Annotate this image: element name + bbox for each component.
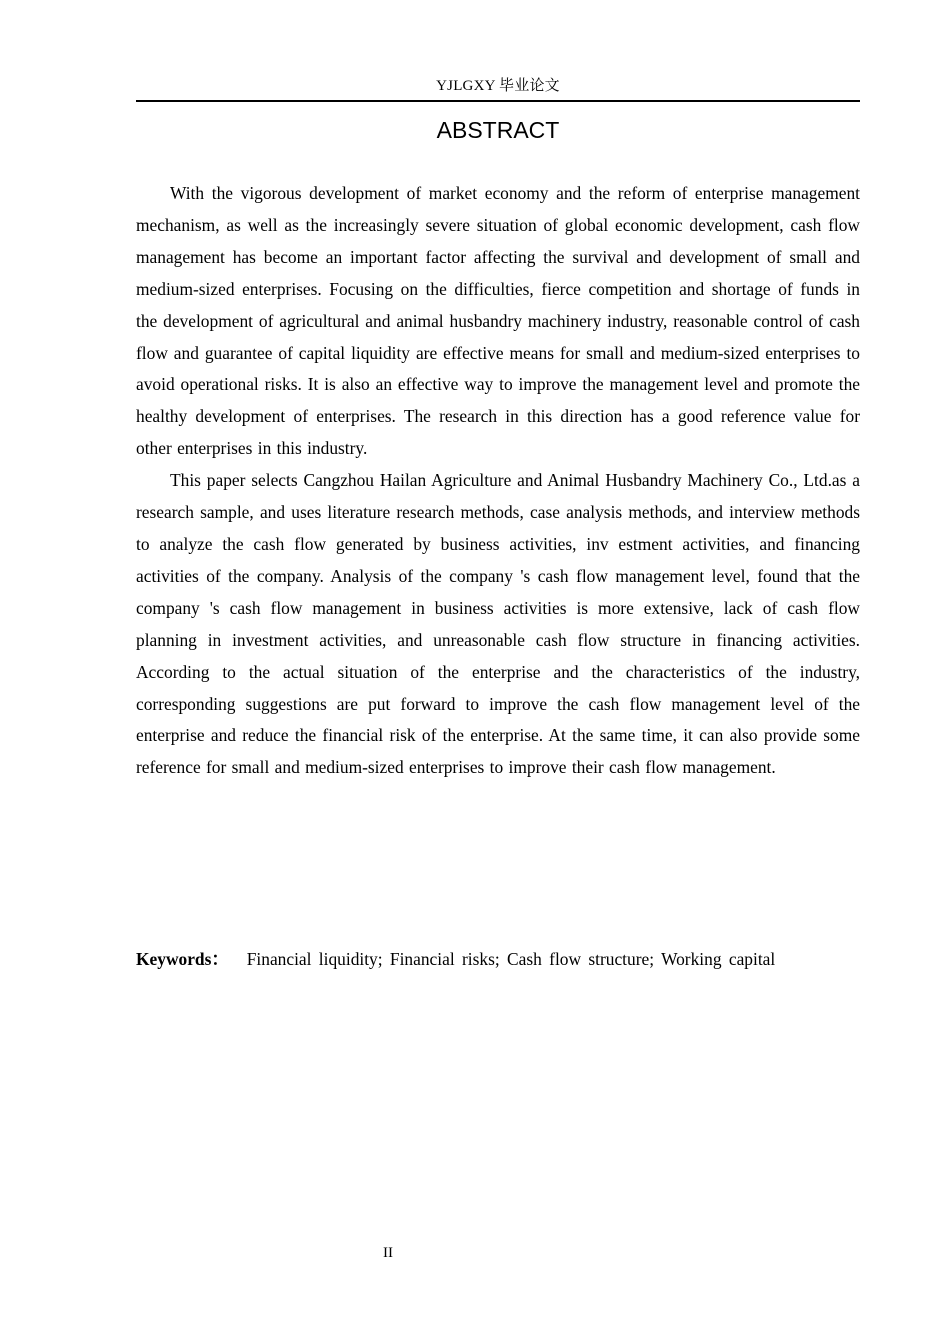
keywords-list: Financial liquidity; Financial risks; Cash flow structure; Working capital [246,949,776,969]
abstract-body [136,178,860,784]
running-header: YJLGXY 毕业论文 [436,78,560,94]
abstract-paragraph-1: With the vigorous development of market economy and the reform of enterprise management mechanism, as well as the increasingly severe situation of global economic development, cash flow management has become an important factor affecting the survival and development of small and medium-sized enterprises. Focusing on the difficulties, fierce competition and shortage of funds in the development of agricultural and animal husbandry machinery industry, reasonable control of cash flow and guarantee of capital liquidity are effective means for small and medium-sized enterprises to avoid operational risks. It is also an effective way to improve the management level and promote the healthy development of enterprises. The research in this direction has a good reference value for other enterprises in this industry. [136,183,860,459]
keywords-label: Keywords： [136,949,229,969]
abstract-title: ABSTRACT [436,117,560,143]
page-number: II [383,1245,393,1261]
abstract-paragraph-2: This paper selects Cangzhou Hailan Agriculture and Animal Husbandry Machinery Co., Ltd.as a research sample, and uses literature research methods, case analysis methods, and interview methods to analyze the cash flow generated by business activities, inv estment activities, and financing activities of the company. Analysis of the company 's cash flow management level, found that the company 's cash flow management in business activities is more extensive, lack of cash flow planning in investment activities, and unreasonable cash flow structure in financing activities. According to the actual situation of the enterprise and the characteristics of the industry, corresponding suggestions are put forward to improve the cash flow management level of the enterprise and reduce the financial risk of the enterprise. At the same time, it can also provide some reference for small and medium-sized enterprises to improve their cash flow management. [136,470,860,778]
keywords-line [136,944,860,976]
header-rule [136,100,860,102]
